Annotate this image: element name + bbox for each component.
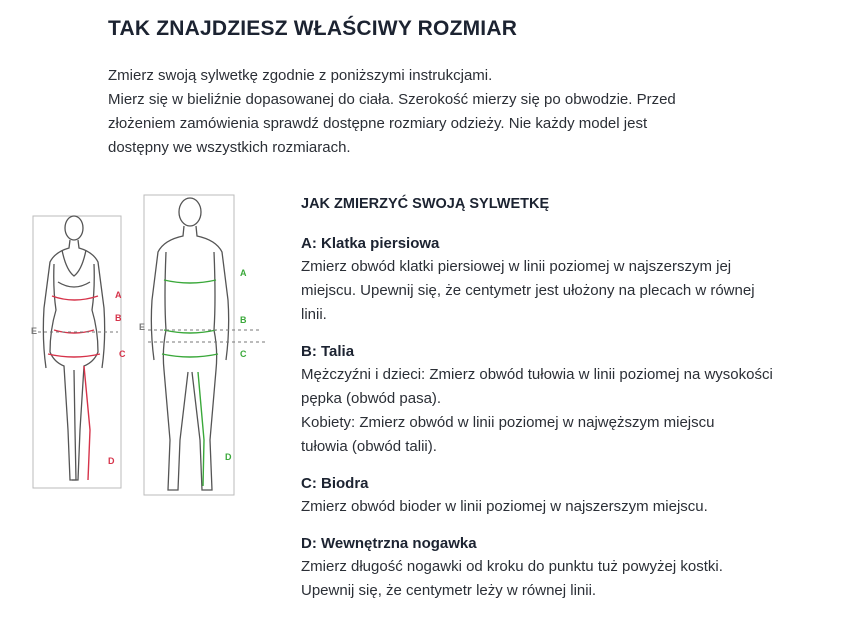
page-title: TAK ZNAJDZIESZ WŁAŚCIWY ROZMIAR: [108, 17, 518, 40]
intro-line: Mierz się w bieliźnie dopasowanej do ciała. Szerokość mierzy się po obwodzie. Przed: [108, 91, 676, 108]
male-label-c: C: [240, 349, 247, 359]
section-line: Kobiety: Zmierz obwód w linii poziomej w najwęższym miejscu: [301, 414, 715, 431]
section-title: B: Talia: [301, 343, 355, 360]
intro-line: dostępny we wszystkich rozmiarach.: [108, 139, 351, 156]
instructions-title: JAK ZMIERZYĆ SWOJĄ SYLWETKĘ: [301, 196, 550, 212]
section-line: Zmierz obwód klatki piersiowej w linii poziomej w najszerszym jej: [301, 258, 732, 275]
female-label-b: B: [115, 313, 122, 323]
section-waist: [301, 341, 841, 459]
body-diagram-svg: [28, 190, 278, 510]
section-line: Mężczyźni i dzieci: Zmierz obwód tułowia w linii poziomej na wysokości: [301, 366, 773, 383]
female-frame: [33, 216, 121, 488]
female-figure-outline: [43, 216, 104, 480]
section-inseam: [301, 533, 841, 603]
section-line: linii.: [301, 306, 327, 323]
male-label-e: E: [139, 322, 146, 332]
male-label-b: B: [240, 315, 247, 325]
section-title: C: Biodra: [301, 475, 369, 492]
male-measure-lines: [162, 280, 218, 486]
intro-line: złożeniem zamówienia sprawdź dostępne rozmiary odzieży. Nie każdy model jest: [108, 115, 648, 132]
section-line: Zmierz długość nogawki od kroku do punktu tuż powyżej kostki.: [301, 558, 723, 575]
female-label-a: A: [115, 290, 122, 300]
male-line-a: [164, 280, 216, 283]
section-line: miejscu. Upewnij się, że centymetr jest ułożony na plecach w równej: [301, 282, 755, 299]
female-line-c: [48, 354, 100, 357]
measurement-instructions: [301, 196, 841, 617]
male-label-a: A: [240, 268, 247, 278]
section-line: tułowia (obwód talii).: [301, 438, 437, 455]
section-chest: [301, 233, 841, 327]
intro-text: [108, 64, 748, 160]
male-line-c: [162, 354, 218, 357]
section-hips: [301, 473, 841, 519]
female-label-c: C: [119, 349, 126, 359]
female-line-d: [84, 366, 90, 480]
section-line: Upewnij się, że centymetr leży w równej linii.: [301, 582, 597, 599]
section-title: A: Klatka piersiowa: [301, 235, 440, 252]
female-line-a: [52, 296, 98, 300]
male-figure-outline: [151, 198, 228, 490]
section-line: pępka (obwód pasa).: [301, 390, 442, 407]
section-title: D: Wewnętrzna nogawka: [301, 535, 477, 552]
section-line: Zmierz obwód bioder w linii poziomej w najszerszym miejscu.: [301, 498, 708, 515]
male-label-d: D: [225, 452, 232, 462]
female-label-e: E: [31, 326, 38, 336]
male-frame: [144, 195, 234, 495]
body-measurement-figure: [28, 190, 278, 510]
intro-line: Zmierz swoją sylwetkę zgodnie z poniższymi instrukcjami.: [108, 67, 493, 84]
female-label-d: D: [108, 456, 115, 466]
